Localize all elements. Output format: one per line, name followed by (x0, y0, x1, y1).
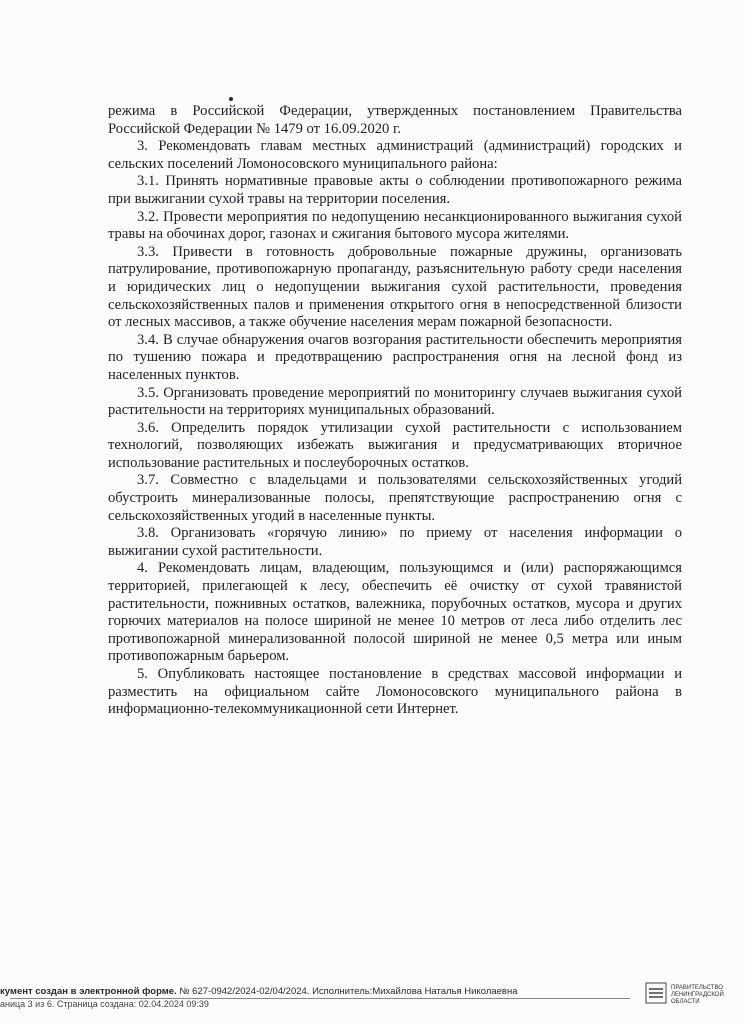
footer-stamp-line (0, 986, 640, 998)
paragraph-3-8: 3.8. Организовать «горячую линию» по приему от населения информации о выжигании сухой растительности. (108, 525, 682, 559)
paragraph-3-4: 3.4. В случае обнаружения очагов возгорания растительности обеспечить мероприятия по тушению пожара и предотвращению распространения огня на лесной фонд из населенных пунктов. (108, 331, 682, 383)
footer-page-info: аница 3 из 6. Страница создана: 02.04.2024 09:39 (0, 999, 209, 1009)
paragraph-3-1: 3.1. Принять нормативные правовые акты о соблюдении противопожарного режима при выжигании сухой травы на территории поселения. (108, 173, 682, 207)
paragraph-3-3: 3.3. Привести в готовность добровольные пожарные дружины, организовать патрулирование, противопожарную пропаганду, разъяснительную работу среди населения и юридических лиц о недопущении выжигания сухой растительности, проведения сельскохозяйственных палов и применения открытого огня в непосредственной близости от лесных массивов, а также обучение населения мерам пожарной безопасности. (108, 243, 682, 331)
document-body (108, 103, 682, 719)
footer-stamp-details: № 627-0942/2024-02/04/2024. Исполнитель:Михайлова Наталья Николаевна (179, 986, 518, 997)
logo-caption: ПРАВИТЕЛЬСТВО ЛЕНИНГРАДСКОЙ ОБЛАСТИ (671, 985, 724, 1005)
footer-stamp-prefix: кумент создан в электронной форме. (0, 986, 177, 997)
paragraph-3-7: 3.7. Совместно с владельцами и пользователями сельскохозяйственных угодий обустроить минерализованные полосы, препятствующие распространению огня с сельскохозяйственных угодий в населенные пункты. (108, 472, 682, 524)
paragraph-continuation: режима в Российской Федерации, утвержденных постановлением Правительства Российской Федерации № 1479 от 16.09.2020 г. (108, 103, 682, 137)
paragraph-5: 5. Опубликовать настоящее постановление в средствах массовой информации и разместить на официальном сайте Ломоносовского муниципального района в информационно-телекоммуникационной сети Интернет. (108, 666, 682, 718)
emblem-icon (645, 982, 667, 1004)
government-logo (645, 982, 735, 1004)
paragraph-3-2: 3.2. Провести мероприятия по недопущению несанкционированного выжигания сухой травы на обочинах дорог, газонах и сжигания бытового мусора жителями. (108, 208, 682, 243)
paragraph-4: 4. Рекомендовать лицам, владеющим, пользующимся и (или) распоряжающимся территорией, прилегающей к лесу, обеспечить её очистку от сухой травянистой растительности, пожнивных остатков, валежника, порубочных остатков, мусора и других горючих материалов на полосе шириной не менее 10 метров от леса либо отделить лес противопожарной минерализованной полосой шириной не менее 0,5 метра или иным противопожарным барьером. (108, 560, 682, 665)
paragraph-3-6: 3.6. Определить порядок утилизации сухой растительности с использованием технологий, позволяющих избежать выжигания и предусматривающих вторичное использование растительных и послеуборочных остатков. (108, 419, 682, 471)
electronic-signature-footer (0, 978, 745, 1024)
paragraph-3: 3. Рекомендовать главам местных администраций (администраций) городских и сельских поселений Ломоносовского муниципального района: (108, 138, 682, 172)
scan-dot (229, 97, 233, 101)
paragraph-3-5: 3.5. Организовать проведение мероприятий по мониторингу случаев выжигания сухой растительности на территориях муниципальных образований. (108, 384, 682, 419)
